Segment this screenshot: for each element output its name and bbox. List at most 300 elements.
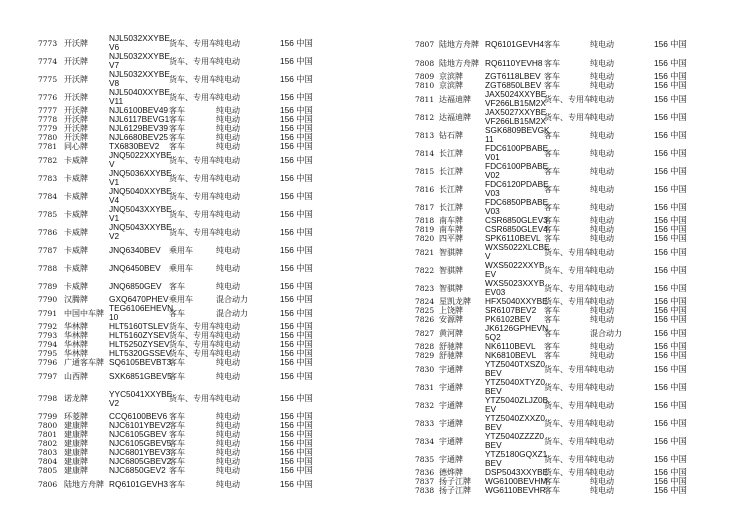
row-number: 7822 <box>415 265 435 275</box>
vehicle-type-cell: 客车 <box>544 148 560 158</box>
power-type-cell: 纯电动 <box>216 191 240 201</box>
power-type-cell: 纯电动 <box>216 439 240 448</box>
origin-cell: 156 中国 <box>654 296 687 306</box>
vehicle-type-cell: 货车、专用车 <box>544 364 592 374</box>
row-number: 7791 <box>38 308 58 318</box>
row-number: 7812 <box>415 112 435 122</box>
vehicle-type-cell: 客车 <box>169 308 185 318</box>
vehicle-type-cell: 货车、专用车 <box>169 209 217 219</box>
row-number: 7806 <box>38 479 58 489</box>
origin-cell: 156 中国 <box>654 111 687 122</box>
model-cell: WXS5023XXYB EV03 <box>485 278 545 297</box>
vehicle-type-cell: 货车、专用车 <box>169 331 217 340</box>
brand-cell: 同心牌 <box>64 142 88 151</box>
brand-cell: 长江牌 <box>439 166 463 176</box>
row-number: 7795 <box>38 349 58 358</box>
vehicle-type-cell: 客车 <box>544 351 560 360</box>
origin-cell: 156 中国 <box>280 321 313 331</box>
brand-cell: 安源牌 <box>439 315 463 324</box>
table-row <box>415 198 715 216</box>
model-cell: NJL6129BEV39 <box>109 123 169 133</box>
origin-cell: 156 中国 <box>280 123 313 133</box>
brand-cell: 华林牌 <box>64 322 88 331</box>
power-type-cell: 纯电动 <box>216 371 240 381</box>
origin-cell: 156 中国 <box>654 453 687 464</box>
model-cell: YTZ5040TXSZ0 BEV <box>485 359 545 378</box>
table-row <box>415 243 715 261</box>
power-type-cell: 纯电动 <box>590 184 614 194</box>
origin-cell: 156 中国 <box>654 381 687 392</box>
origin-cell: 156 中国 <box>280 357 313 367</box>
brand-cell: 宇通牌 <box>439 400 463 410</box>
table-row <box>38 205 360 223</box>
origin-cell: 156 中国 <box>654 80 687 90</box>
origin-cell: 156 中国 <box>280 280 313 291</box>
vehicle-type-cell: 客车 <box>169 371 185 381</box>
row-number: 7811 <box>415 94 435 104</box>
brand-cell: 扬子江牌 <box>439 477 471 486</box>
row-number: 7797 <box>38 371 58 381</box>
row-number: 7790 <box>38 295 58 304</box>
origin-cell: 156 中国 <box>280 447 313 457</box>
vehicle-type-cell: 货车、专用车 <box>544 283 592 293</box>
brand-cell: 京滨牌 <box>439 72 463 81</box>
table-row <box>38 295 360 304</box>
row-number: 7780 <box>38 133 58 142</box>
row-number: 7784 <box>38 191 58 201</box>
row-number: 7787 <box>38 245 58 255</box>
origin-cell: 156 中国 <box>654 435 687 446</box>
origin-cell: 156 中国 <box>654 215 687 225</box>
power-type-cell: 纯电动 <box>216 421 240 430</box>
vehicle-type-cell: 客车 <box>544 130 560 140</box>
row-number: 7799 <box>38 412 58 421</box>
table-row <box>38 223 360 241</box>
power-type-cell: 混合动力 <box>216 308 248 318</box>
brand-cell: 陆地方舟牌 <box>439 58 479 68</box>
model-cell: CCQ6100BEV6 <box>109 411 168 421</box>
vehicle-type-cell: 客车 <box>169 430 185 439</box>
vehicle-type-cell: 客车 <box>169 142 185 151</box>
row-number: 7821 <box>415 247 435 257</box>
brand-cell: 长江牌 <box>439 184 463 194</box>
row-number: 7796 <box>38 358 58 367</box>
row-number: 7832 <box>415 400 435 410</box>
origin-cell: 156 中国 <box>280 190 313 201</box>
brand-cell: 上饶牌 <box>439 306 463 315</box>
origin-cell: 156 中国 <box>654 93 687 104</box>
model-cell: NJC6805GBEV2 <box>109 456 172 466</box>
table-row <box>415 414 715 432</box>
row-number: 7801 <box>38 430 58 439</box>
power-type-cell: 纯电动 <box>590 265 614 275</box>
table-row <box>415 351 715 360</box>
origin-cell: 156 中国 <box>280 132 313 142</box>
table-row <box>38 187 360 205</box>
vehicle-type-cell: 客车 <box>169 115 185 124</box>
row-number: 7800 <box>38 421 58 430</box>
model-cell: FDC6850PBABE V03 <box>485 197 549 216</box>
model-cell: HFX5040XXYBE <box>485 296 548 306</box>
row-number: 7798 <box>38 394 58 403</box>
table-row <box>38 358 360 367</box>
power-type-cell: 纯电动 <box>216 448 240 457</box>
origin-cell: 156 中国 <box>654 38 687 49</box>
brand-cell: 卡威牌 <box>64 155 88 165</box>
table-row <box>38 151 360 169</box>
row-number: 7818 <box>415 216 435 225</box>
brand-cell: 卡威牌 <box>64 281 88 291</box>
origin-cell: 156 中国 <box>654 363 687 374</box>
origin-cell: 156 中国 <box>654 71 687 81</box>
table-row <box>415 378 715 396</box>
table-row <box>415 34 715 54</box>
brand-cell: 建康牌 <box>64 457 88 466</box>
row-number: 7813 <box>415 130 435 140</box>
row-number: 7820 <box>415 234 435 243</box>
vehicle-type-cell: 货车、专用车 <box>544 436 592 446</box>
row-number: 7808 <box>415 58 435 68</box>
power-type-cell: 纯电动 <box>590 351 614 360</box>
brand-cell: 智骐牌 <box>439 265 463 275</box>
vehicle-type-cell: 乘用车 <box>169 263 193 273</box>
vehicle-type-cell: 货车、专用车 <box>544 454 592 464</box>
power-type-cell: 纯电动 <box>590 382 614 392</box>
origin-cell: 156 中国 <box>654 233 687 243</box>
vehicle-type-cell: 客车 <box>544 234 560 243</box>
model-cell: WG6110BEVHR <box>485 485 546 495</box>
power-type-cell: 纯电动 <box>216 430 240 439</box>
power-type-cell: 纯电动 <box>590 112 614 122</box>
power-type-cell: 纯电动 <box>590 486 614 495</box>
brand-cell: 卡威牌 <box>64 173 88 183</box>
right-column <box>415 34 715 495</box>
row-number: 7805 <box>38 466 58 475</box>
brand-cell: 智骐牌 <box>439 283 463 293</box>
table-row <box>38 241 360 259</box>
power-type-cell: 纯电动 <box>216 133 240 142</box>
model-cell: HLT5160TSLEV <box>109 321 169 331</box>
model-cell: NJC6105GBEV <box>109 429 167 439</box>
origin-cell: 156 中国 <box>280 393 313 403</box>
origin-cell: 156 中国 <box>280 456 313 466</box>
power-type-cell: 纯电动 <box>590 81 614 90</box>
model-cell: JNQ5043XXYBE V2 <box>109 222 172 241</box>
vehicle-type-cell: 客车 <box>544 486 560 495</box>
model-cell: NJL5032XXYBE V8 <box>109 69 170 88</box>
model-cell: ZGT6118LBEV <box>485 71 541 81</box>
model-cell: NJL6100BEV49 <box>109 105 169 115</box>
power-type-cell: 纯电动 <box>216 479 240 489</box>
model-cell: JNQ5043XXYBE V1 <box>109 204 172 223</box>
model-cell: NJC6105GBEV5 <box>109 438 172 448</box>
brand-cell: 宇通牌 <box>439 418 463 428</box>
vehicle-type-cell: 客车 <box>544 184 560 194</box>
table-row <box>38 169 360 187</box>
power-type-cell: 纯电动 <box>216 124 240 133</box>
vehicle-type-cell: 货车、专用车 <box>169 340 217 349</box>
model-cell: NJL5032XXYBE V7 <box>109 51 170 70</box>
table-row <box>38 34 360 52</box>
row-number: 7838 <box>415 486 435 495</box>
table-row <box>415 324 715 342</box>
power-type-cell: 纯电动 <box>216 106 240 115</box>
brand-cell: 建康牌 <box>64 439 88 448</box>
brand-cell: 卡威牌 <box>64 191 88 201</box>
vehicle-type-cell: 货车、专用车 <box>169 191 217 201</box>
table-row <box>38 367 360 385</box>
vehicle-type-cell: 客车 <box>169 106 185 115</box>
model-cell: NK6110BEVL <box>485 341 536 351</box>
vehicle-type-cell: 客车 <box>169 412 185 421</box>
row-number: 7792 <box>38 322 58 331</box>
brand-cell: 星凯龙牌 <box>439 297 471 306</box>
power-type-cell: 纯电动 <box>590 283 614 293</box>
row-number: 7794 <box>38 340 58 349</box>
origin-cell: 156 中国 <box>280 438 313 448</box>
model-cell: JNQ6850GEV <box>109 280 162 291</box>
brand-cell: 长江牌 <box>439 148 463 158</box>
power-type-cell: 纯电动 <box>590 315 614 324</box>
power-type-cell: 纯电动 <box>216 322 240 331</box>
vehicle-type-cell: 货车、专用车 <box>169 56 217 66</box>
vehicle-type-cell: 乘用车 <box>169 245 193 255</box>
row-number: 7835 <box>415 454 435 464</box>
row-number: 7802 <box>38 439 58 448</box>
vehicle-type-cell: 货车、专用车 <box>169 92 217 102</box>
table-row <box>38 304 360 322</box>
origin-cell: 156 中国 <box>654 485 687 495</box>
origin-cell: 156 中国 <box>280 55 313 66</box>
row-number: 7779 <box>38 124 58 133</box>
model-cell: YTZ5040XTYZ0 BEV <box>485 377 545 396</box>
brand-cell: 钻石牌 <box>439 130 463 140</box>
table-row <box>415 108 715 126</box>
origin-cell: 156 中国 <box>280 370 313 381</box>
brand-cell: 达福迪牌 <box>439 112 471 122</box>
power-type-cell: 纯电动 <box>590 364 614 374</box>
origin-cell: 156 中国 <box>280 37 313 48</box>
power-type-cell: 纯电动 <box>590 418 614 428</box>
table-row <box>415 54 715 72</box>
table-row <box>38 466 360 475</box>
model-cell: SR6107BEV2 <box>485 305 537 315</box>
brand-cell: 宇通牌 <box>439 382 463 392</box>
brand-cell: 陆地方舟牌 <box>439 39 479 49</box>
row-number: 7817 <box>415 202 435 212</box>
model-cell: SQ6105BEVBT3 <box>109 357 172 367</box>
power-type-cell: 纯电动 <box>590 130 614 140</box>
row-number: 7814 <box>415 148 435 158</box>
origin-cell: 156 中国 <box>280 73 313 84</box>
table-row <box>415 90 715 108</box>
vehicle-type-cell: 客车 <box>544 81 560 90</box>
vehicle-type-cell: 货车、专用车 <box>544 382 592 392</box>
model-cell: JAX5024XXYBE VF266LB15M2X <box>485 89 547 108</box>
brand-cell: 舒驰牌 <box>439 342 463 351</box>
row-number: 7837 <box>415 477 435 486</box>
row-number: 7804 <box>38 457 58 466</box>
vehicle-type-cell: 货车、专用车 <box>544 265 592 275</box>
vehicle-type-cell: 客车 <box>544 72 560 81</box>
brand-cell: 南车牌 <box>439 225 463 234</box>
model-cell: SXK6851GBEV5 <box>109 370 172 381</box>
origin-cell: 156 中国 <box>654 417 687 428</box>
origin-cell: 156 中国 <box>280 330 313 340</box>
power-type-cell: 纯电动 <box>590 400 614 410</box>
model-cell: TX6830BEV2 <box>109 141 160 151</box>
row-number: 7781 <box>38 142 58 151</box>
brand-cell: 智骐牌 <box>439 247 463 257</box>
origin-cell: 156 中国 <box>280 262 313 273</box>
origin-cell: 156 中国 <box>654 246 687 257</box>
brand-cell: 诺龙牌 <box>64 394 88 403</box>
model-cell: YYC5041XXYBE V2 <box>109 388 173 408</box>
power-type-cell: 纯电动 <box>216 209 240 219</box>
row-number: 7827 <box>415 328 435 338</box>
origin-cell: 156 中国 <box>280 429 313 439</box>
vehicle-type-cell: 客车 <box>544 202 560 212</box>
vehicle-type-cell: 货车、专用车 <box>544 400 592 410</box>
brand-cell: 开沃牌 <box>64 115 88 124</box>
table-row <box>38 259 360 277</box>
vehicle-type-cell: 客车 <box>169 479 185 489</box>
brand-cell: 长江牌 <box>439 202 463 212</box>
row-number: 7803 <box>38 448 58 457</box>
vehicle-type-cell: 客车 <box>169 448 185 457</box>
model-cell: NJL5032XXYBE V6 <box>109 33 170 52</box>
origin-cell: 156 中国 <box>280 420 313 430</box>
brand-cell: 广通客车牌 <box>64 358 104 367</box>
table-row <box>38 475 360 493</box>
vehicle-type-cell: 货车、专用车 <box>544 112 592 122</box>
model-cell: DSP5043XXYBE <box>485 467 549 477</box>
origin-cell: 156 中国 <box>654 183 687 194</box>
model-cell: CSR6850GLEV4 <box>485 224 548 234</box>
vehicle-type-cell: 货车、专用车 <box>544 94 592 104</box>
origin-cell: 156 中国 <box>280 91 313 102</box>
power-type-cell: 纯电动 <box>216 394 240 403</box>
model-cell: PK6102BEV <box>485 314 532 324</box>
power-type-cell: 纯电动 <box>216 331 240 340</box>
model-cell: NJL6680BEV25 <box>109 132 169 142</box>
origin-cell: 156 中国 <box>280 172 313 183</box>
model-cell: SGK6809BEVGK 11 <box>485 125 550 144</box>
table-row <box>415 144 715 162</box>
vehicle-type-cell: 货车、专用车 <box>169 173 217 183</box>
model-cell: YTZ5040ZXXZ0 BEV <box>485 413 545 432</box>
row-number: 7825 <box>415 306 435 315</box>
brand-cell: 开沃牌 <box>64 106 88 115</box>
row-number: 7782 <box>38 155 58 165</box>
origin-cell: 156 中国 <box>654 327 687 338</box>
brand-cell: 德烨牌 <box>439 468 463 477</box>
row-number: 7809 <box>415 72 435 81</box>
power-type-cell: 纯电动 <box>590 94 614 104</box>
model-cell: JNQ5036XXYBE V1 <box>109 168 172 187</box>
power-type-cell: 混合动力 <box>216 295 248 304</box>
row-number: 7828 <box>415 342 435 351</box>
row-number: 7810 <box>415 81 435 90</box>
vehicle-type-cell: 客车 <box>169 133 185 142</box>
origin-cell: 156 中国 <box>280 105 313 115</box>
model-cell: NJC6101YBEV2 <box>109 420 171 430</box>
power-type-cell: 纯电动 <box>590 477 614 486</box>
row-number: 7785 <box>38 209 58 219</box>
row-number: 7824 <box>415 297 435 306</box>
power-type-cell: 纯电动 <box>590 225 614 234</box>
model-cell: NJL5040XXYBE V11 <box>109 87 170 106</box>
vehicle-type-cell: 货车、专用车 <box>169 74 217 84</box>
brand-cell: 建康牌 <box>64 448 88 457</box>
vehicle-type-cell: 货车、专用车 <box>169 227 217 237</box>
row-number: 7789 <box>38 281 58 291</box>
origin-cell: 156 中国 <box>654 282 687 293</box>
power-type-cell: 纯电动 <box>216 412 240 421</box>
brand-cell: 开沃牌 <box>64 92 88 102</box>
origin-cell: 156 中国 <box>280 478 313 489</box>
model-cell: JNQ5022XXYBE V <box>109 150 172 169</box>
model-cell: NJL6117BEVG1 <box>109 114 170 124</box>
power-type-cell: 纯电动 <box>590 39 614 49</box>
origin-cell: 156 中国 <box>280 339 313 349</box>
origin-cell: 156 中国 <box>654 341 687 351</box>
vehicle-type-cell: 客车 <box>169 124 185 133</box>
row-number: 7829 <box>415 351 435 360</box>
brand-cell: 建康牌 <box>64 466 88 475</box>
origin-cell: 156 中国 <box>280 226 313 237</box>
vehicle-type-cell: 客车 <box>544 342 560 351</box>
origin-cell: 156 中国 <box>280 411 313 421</box>
vehicle-type-cell: 货车、专用车 <box>169 155 217 165</box>
model-cell: CSR6850GLEV3 <box>485 215 548 225</box>
table-row <box>38 88 360 106</box>
vehicle-type-cell: 货车、专用车 <box>544 297 592 306</box>
table-row <box>415 162 715 180</box>
row-number: 7775 <box>38 74 58 84</box>
vehicle-type-cell: 乘用车 <box>169 295 193 304</box>
origin-cell: 156 中国 <box>280 114 313 124</box>
table-row <box>38 142 360 151</box>
vehicle-type-cell: 客车 <box>544 328 560 338</box>
origin-cell: 156 中国 <box>280 208 313 219</box>
table-row <box>38 385 360 412</box>
table-row <box>415 261 715 279</box>
power-type-cell: 纯电动 <box>590 247 614 257</box>
model-cell: FDC6100PBABE V02 <box>485 161 549 180</box>
brand-cell: 卡威牌 <box>64 263 88 273</box>
origin-cell: 156 中国 <box>280 348 313 358</box>
brand-cell: 建康牌 <box>64 430 88 439</box>
power-type-cell: 纯电动 <box>590 297 614 306</box>
power-type-cell: 纯电动 <box>590 216 614 225</box>
table-row <box>415 486 715 495</box>
vehicle-type-cell: 客车 <box>169 421 185 430</box>
power-type-cell: 混合动力 <box>590 328 622 338</box>
power-type-cell: 纯电动 <box>590 72 614 81</box>
power-type-cell: 纯电动 <box>590 468 614 477</box>
origin-cell: 156 中国 <box>280 154 313 165</box>
brand-cell: 华林牌 <box>64 340 88 349</box>
brand-cell: 陆地方舟牌 <box>64 479 104 489</box>
row-number: 7823 <box>415 283 435 293</box>
row-number: 7816 <box>415 184 435 194</box>
model-cell: HLT5320GSSEV <box>109 348 172 358</box>
power-type-cell: 纯电动 <box>590 166 614 176</box>
brand-cell: 开沃牌 <box>64 38 88 48</box>
table-row <box>415 81 715 90</box>
power-type-cell: 纯电动 <box>216 358 240 367</box>
